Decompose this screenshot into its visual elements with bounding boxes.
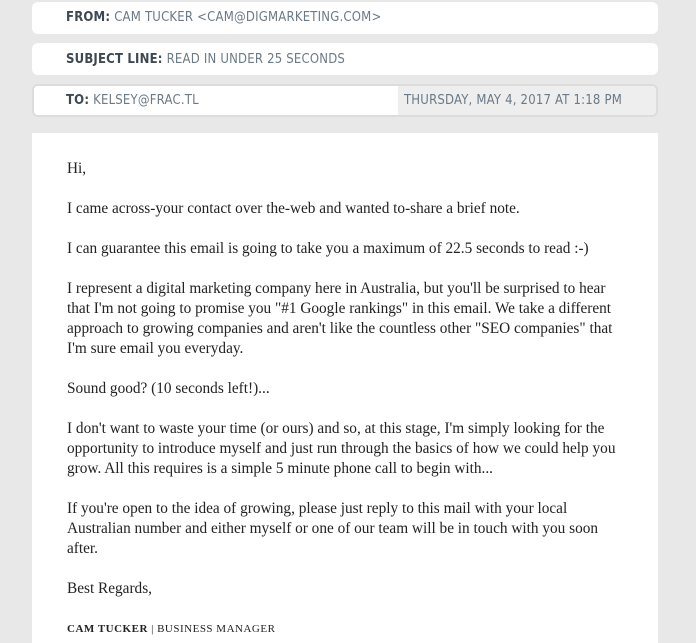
- greeting: Hi,: [67, 160, 87, 177]
- closing: Best Regards,: [67, 580, 152, 597]
- body-paragraph: I came across-your contact over the-web and wanted to-share a brief note.: [67, 200, 520, 217]
- body-paragraph: I don't want to waste your time (or ours) and so, at this stage, I'm simply looking for the opportunity to introduce myself and just run through the basics of how we could help you grow. All this requires is a simple 5 minute phone call to begin with...: [67, 420, 616, 477]
- email-body: [32, 133, 658, 643]
- body-paragraph: I represent a digital marketing company here in Australia, but you'll be surprised to hear that I'm not going to promise you "#1 Google rankings" in this email. We take a different approach to growing companies and aren't like the countless other "SEO companies" that I'm sure email you everyday.: [67, 280, 613, 357]
- subject-field: [32, 43, 658, 75]
- subject-value: READ IN UNDER 25 SECONDS: [166, 52, 346, 67]
- from-field: [32, 2, 658, 34]
- to-field: [32, 84, 658, 117]
- from-value[interactable]: CAM TUCKER <CAM@DIGMARKETING.COM>: [114, 10, 382, 25]
- from-label: FROM:: [66, 10, 111, 25]
- body-paragraph: I can guarantee this email is going to take you a maximum of 22.5 seconds to read :-): [67, 240, 589, 257]
- signature: [67, 619, 624, 639]
- body-paragraph: If you're open to the idea of growing, please just reply to this mail with your local Australian number and either myself or one of our team will be in touch with you soon after.: [67, 500, 599, 557]
- date-stamp: THURSDAY, MAY 4, 2017 AT 1:18 PM: [398, 86, 656, 115]
- to-label: TO:: [66, 93, 90, 108]
- to-section: [34, 86, 398, 115]
- body-paragraph: Sound good? (10 seconds left!)...: [67, 380, 270, 397]
- signature-title: | BUSINESS MANAGER: [151, 623, 276, 635]
- subject-label: SUBJECT LINE:: [66, 52, 163, 67]
- to-value[interactable]: KELSEY@FRAC.TL: [93, 93, 199, 108]
- signature-name: CAM TUCKER: [67, 623, 148, 635]
